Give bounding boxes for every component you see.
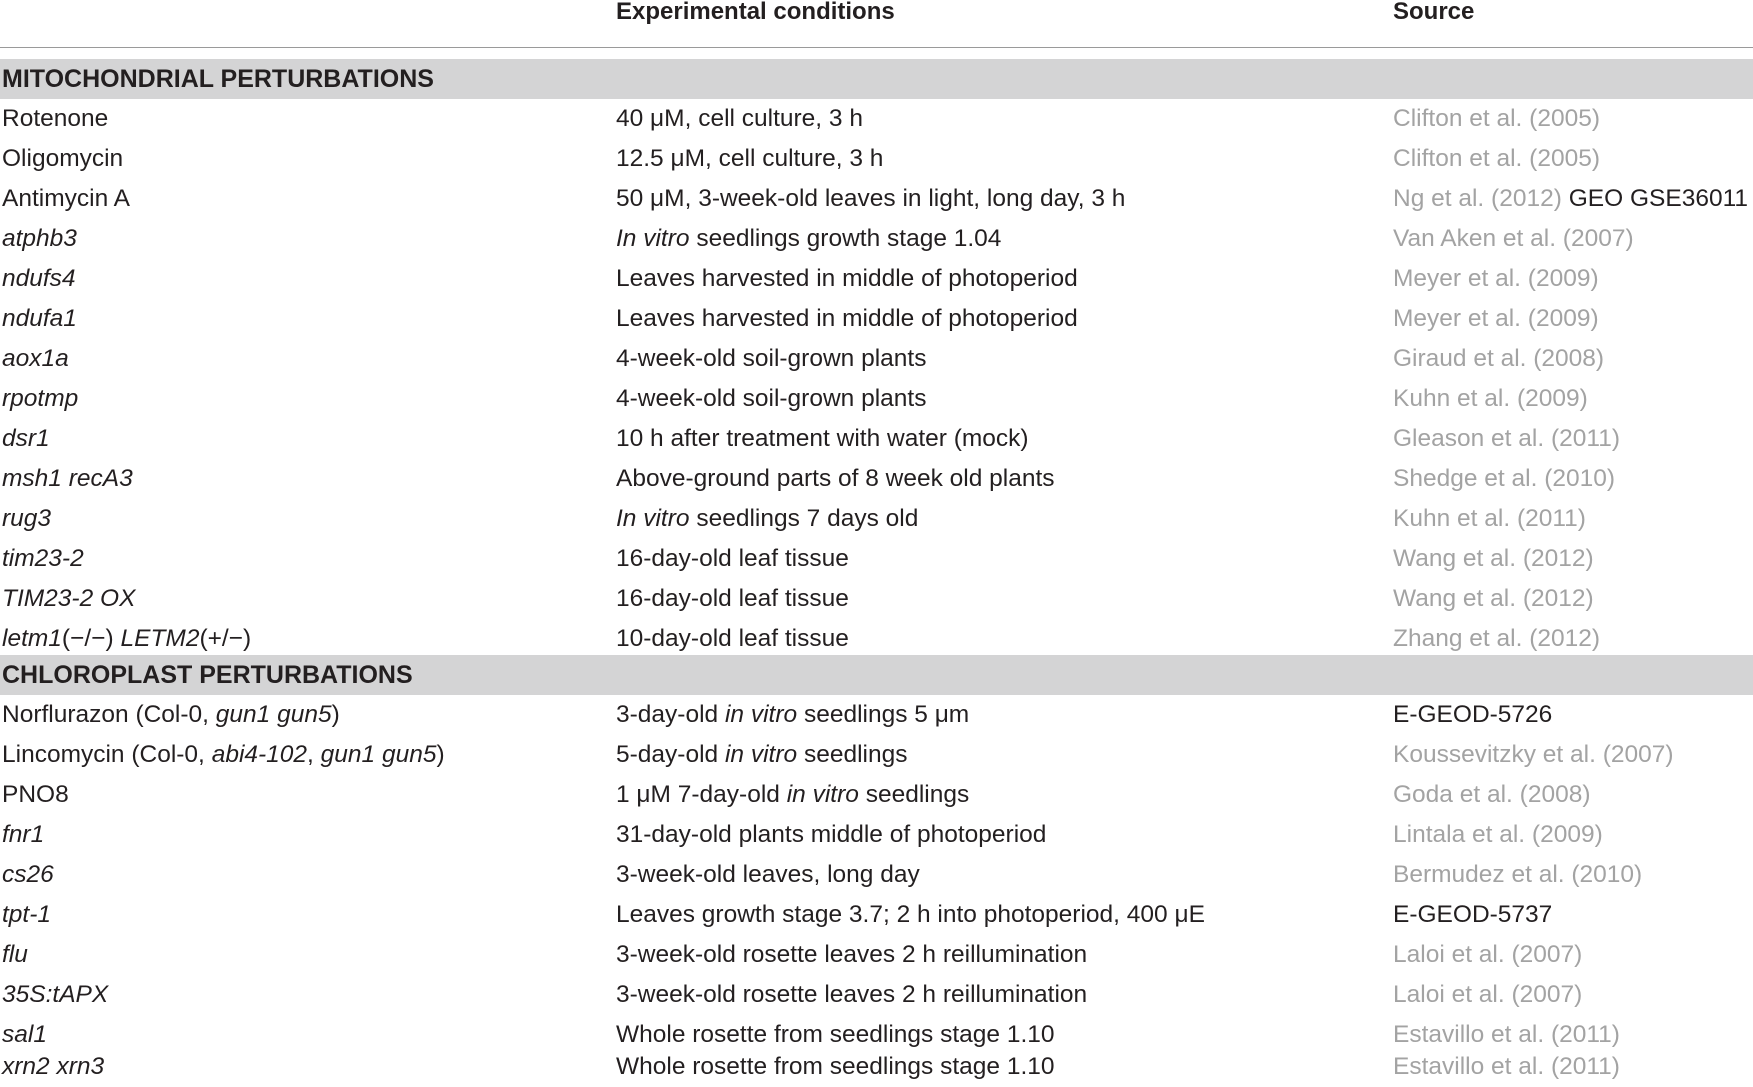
source-reference[interactable]: Estavillo et al. (2011) <box>1393 1053 1620 1080</box>
experimental-conditions: 3-week-old rosette leaves 2 h reillumination <box>616 941 1088 968</box>
experimental-conditions: 5-day-old in vitro seedlings <box>616 741 908 768</box>
source-reference <box>1393 179 1748 219</box>
source-reference[interactable]: Wang et al. (2012) <box>1393 545 1594 572</box>
source-reference[interactable]: Estavillo et al. (2011) <box>1393 1021 1620 1048</box>
perturbation-name: ndufa1 <box>2 305 77 332</box>
experimental-conditions: 3-week-old leaves, long day <box>616 861 920 888</box>
table-row <box>0 139 1753 179</box>
table-row <box>0 499 1753 539</box>
table-row <box>0 179 1753 219</box>
table-row <box>0 855 1753 895</box>
experimental-conditions: 16-day-old leaf tissue <box>616 545 849 572</box>
experimental-conditions: Leaves harvested in middle of photoperiod <box>616 305 1078 332</box>
source-reference[interactable]: Giraud et al. (2008) <box>1393 345 1605 372</box>
experimental-conditions: 40 μM, cell culture, 3 h <box>616 105 863 132</box>
perturbation-name: flu <box>2 941 28 968</box>
perturbation-name: aox1a <box>2 345 69 372</box>
source-accession: E-GEOD-5726 <box>1393 701 1553 728</box>
perturbation-name: letm1(−/−) LETM2(+/−) <box>2 625 252 652</box>
table-row <box>0 815 1753 855</box>
source-reference[interactable]: Kuhn et al. (2009) <box>1393 385 1588 412</box>
table-row <box>0 219 1753 259</box>
source-reference[interactable]: Kuhn et al. (2011) <box>1393 505 1586 532</box>
header-divider <box>0 47 1753 48</box>
table-row <box>0 975 1753 1015</box>
table-row <box>0 419 1753 459</box>
perturbation-name: xrn2 xrn3 <box>2 1053 105 1080</box>
table-row <box>0 895 1753 935</box>
table-row <box>0 775 1753 815</box>
experimental-conditions: Leaves harvested in middle of photoperiod <box>616 265 1078 292</box>
experimental-conditions: In vitro seedlings 7 days old <box>616 505 919 532</box>
perturbation-name: msh1 recA3 <box>2 465 133 492</box>
table-row <box>0 539 1753 579</box>
experimental-conditions: 4-week-old soil-grown plants <box>616 385 927 412</box>
perturbation-name: Lincomycin (Col-0, abi4-102, gun1 gun5) <box>2 741 445 768</box>
source-reference[interactable]: Lintala et al. (2009) <box>1393 821 1603 848</box>
perturbation-name: Rotenone <box>2 105 109 132</box>
perturbation-name: rpotmp <box>2 385 79 412</box>
source-reference[interactable]: Meyer et al. (2009) <box>1393 265 1599 292</box>
source-reference[interactable]: Wang et al. (2012) <box>1393 585 1594 612</box>
geo-accession: GEO GSE36011 <box>1568 185 1748 212</box>
source-reference[interactable]: Gleason et al. (2011) <box>1393 425 1620 452</box>
source-reference[interactable]: Clifton et al. (2005) <box>1393 105 1600 132</box>
perturbation-name: Oligomycin <box>2 145 124 172</box>
source-reference[interactable]: Meyer et al. (2009) <box>1393 305 1599 332</box>
perturbation-name: TIM23-2 OX <box>2 585 136 612</box>
source-reference[interactable]: Bermudez et al. (2010) <box>1393 861 1643 888</box>
perturbation-name: Antimycin A <box>2 185 130 212</box>
table-row <box>0 1047 1753 1087</box>
perturbation-name: Norflurazon (Col-0, gun1 gun5) <box>2 701 340 728</box>
source-reference[interactable]: Laloi et al. (2007) <box>1393 981 1583 1008</box>
experimental-conditions: Above-ground parts of 8 week old plants <box>616 465 1055 492</box>
table-row <box>0 379 1753 419</box>
perturbation-name: dsr1 <box>2 425 50 452</box>
source-reference[interactable]: Zhang et al. (2012) <box>1393 625 1601 652</box>
perturbation-name: sal1 <box>2 1021 47 1048</box>
experimental-conditions: Whole rosette from seedlings stage 1.10 <box>616 1021 1055 1048</box>
experimental-conditions: 1 μM 7-day-old in vitro seedlings <box>616 781 970 808</box>
source-accession: E-GEOD-5737 <box>1393 901 1553 928</box>
table-row <box>0 339 1753 379</box>
table-row <box>0 935 1753 975</box>
perturbation-name: fnr1 <box>2 821 45 848</box>
perturbation-name: tim23-2 <box>2 545 84 572</box>
experimental-conditions: 31-day-old plants middle of photoperiod <box>616 821 1047 848</box>
column-header-conditions: Experimental conditions <box>616 0 895 25</box>
experimental-conditions: Whole rosette from seedlings stage 1.10 <box>616 1053 1055 1080</box>
perturbation-name: atphb3 <box>2 225 77 252</box>
experimental-conditions: 10-day-old leaf tissue <box>616 625 849 652</box>
source-reference[interactable]: Koussevitzky et al. (2007) <box>1393 741 1674 768</box>
source-reference[interactable]: Clifton et al. (2005) <box>1393 145 1600 172</box>
table-row <box>0 695 1753 735</box>
section-header-mitochondrial: MITOCHONDRIAL PERTURBATIONS <box>0 59 1753 99</box>
table-row <box>0 259 1753 299</box>
table-row <box>0 579 1753 619</box>
source-reference[interactable]: Shedge et al. (2010) <box>1393 465 1616 492</box>
table-row <box>0 735 1753 775</box>
table-row <box>0 459 1753 499</box>
experimental-conditions: 3-day-old in vitro seedlings 5 μm <box>616 701 970 728</box>
experimental-conditions: 50 μM, 3-week-old leaves in light, long day, 3 h <box>616 185 1126 212</box>
perturbation-name: rug3 <box>2 505 52 532</box>
experimental-conditions: Leaves growth stage 3.7; 2 h into photoperiod, 400 μE <box>616 901 1205 928</box>
column-header-source: Source <box>1393 0 1475 25</box>
perturbation-name: 35S:tAPX <box>2 981 109 1008</box>
section-header-chloroplast: CHLOROPLAST PERTURBATIONS <box>0 655 1753 695</box>
perturbation-name: PNO8 <box>2 781 69 808</box>
experimental-conditions: 16-day-old leaf tissue <box>616 585 849 612</box>
experimental-conditions: In vitro seedlings growth stage 1.04 <box>616 225 1002 252</box>
table-row <box>0 619 1753 659</box>
source-reference[interactable]: Goda et al. (2008) <box>1393 781 1591 808</box>
source-reference[interactable]: Van Aken et al. (2007) <box>1393 225 1634 252</box>
perturbation-name: tpt-1 <box>2 901 52 928</box>
source-citation[interactable]: Ng et al. (2012) <box>1393 185 1562 212</box>
table-row <box>0 299 1753 339</box>
table-row <box>0 99 1753 139</box>
experimental-conditions: 12.5 μM, cell culture, 3 h <box>616 145 884 172</box>
experimental-conditions: 10 h after treatment with water (mock) <box>616 425 1029 452</box>
experimental-conditions: 3-week-old rosette leaves 2 h reillumination <box>616 981 1088 1008</box>
perturbation-name: cs26 <box>2 861 54 888</box>
source-reference[interactable]: Laloi et al. (2007) <box>1393 941 1583 968</box>
perturbation-name: ndufs4 <box>2 265 76 292</box>
experimental-conditions: 4-week-old soil-grown plants <box>616 345 927 372</box>
